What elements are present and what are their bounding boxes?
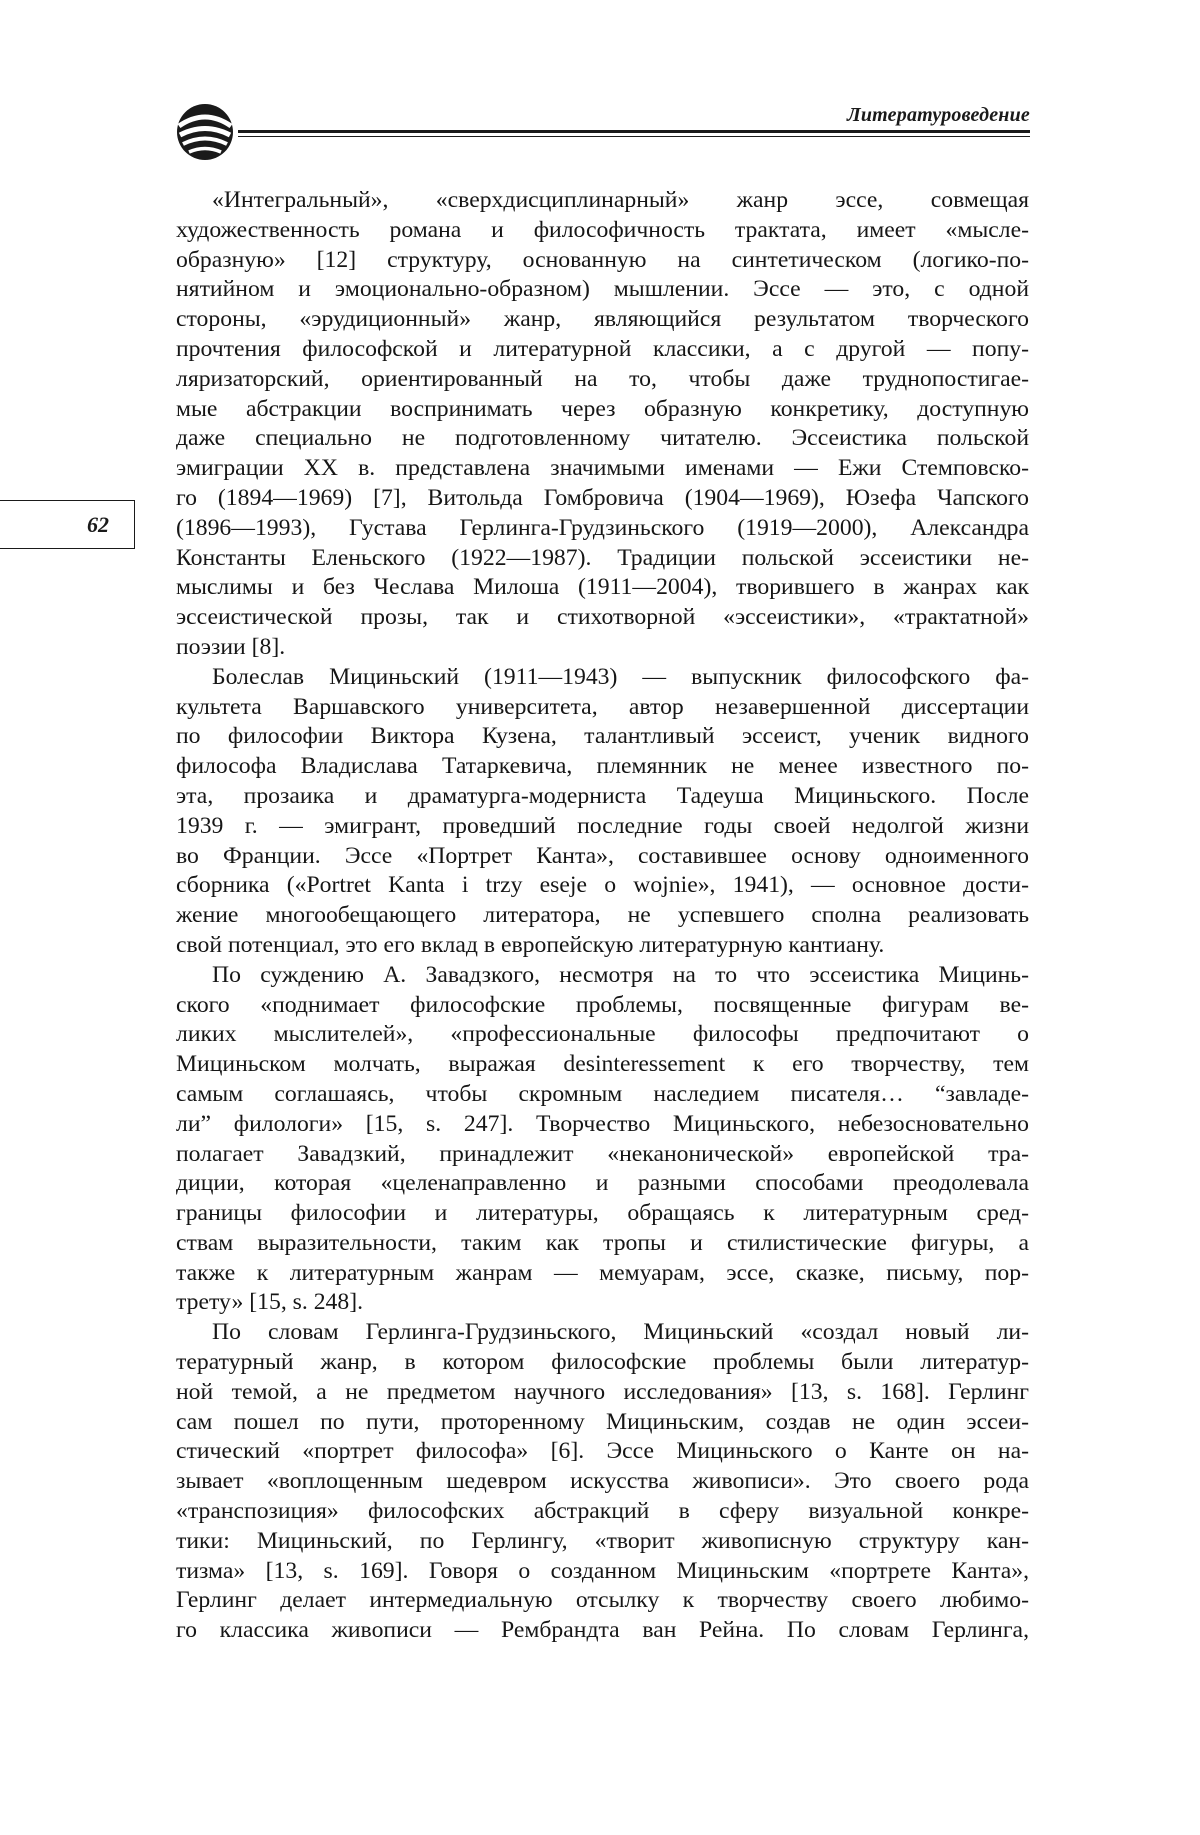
- text-line: эссеистической прозы, так и стихотворной «эссеистики», «трактатной»: [176, 604, 1029, 631]
- page-number: 62: [87, 512, 109, 537]
- text-line: полагает Завадзкий, принадлежит «неканонической» европейской тра-: [176, 1140, 1029, 1167]
- text-line: художественность романа и философичность трактата, имеет «мысле-: [176, 216, 1029, 243]
- text-line: прочтения философской и литературной классики, а с другой — попу-: [176, 335, 1029, 362]
- text-line: образную» [12] структуру, основанную на синтетическом (логико-по-: [176, 246, 1029, 273]
- text-line: жение многообещающего литератора, не успевшего сполна реализовать: [176, 902, 1029, 929]
- paragraph-2: [176, 663, 1029, 961]
- wave-emblem-icon: [175, 100, 235, 164]
- text-line: По суждению А. Завадзкого, несмотря на то что эссеистика Мицинь-: [212, 961, 1029, 988]
- text-line: Герлинг делает интермедиальную отсылку к творчеству своего любимо-: [176, 1587, 1029, 1614]
- text-line: ной темой, а не предметом научного исследования» [13, s. 168]. Герлинг: [176, 1378, 1029, 1405]
- section-title: Литературоведение: [846, 104, 1030, 126]
- text-line: стический «портрет философа» [6]. Эссе Мициньского о Канте он на-: [176, 1438, 1029, 1465]
- text-line: мыслимы и без Чеслава Милоша (1911—2004), творившего в жанрах как: [176, 574, 1029, 601]
- text-line: го классика живописи — Рембрандта ван Рейна. По словам Герлинга,: [176, 1617, 1029, 1644]
- text-line: также к литературным жанрам — мемуарам, эссе, сказке, письму, пор-: [176, 1259, 1029, 1286]
- text-line: эмиграции XX в. представлена значимыми именами — Ежи Стемповско-: [176, 455, 1029, 482]
- text-line: тизма» [13, s. 169]. Говоря о созданном Мициньским «портрете Канта»,: [176, 1557, 1029, 1584]
- paragraph-3: [176, 961, 1029, 1319]
- text-line: 1939 г. — эмигрант, проведший последние годы своей недолгой жизни: [176, 812, 1029, 839]
- page-number-tab: [0, 500, 135, 549]
- text-line: философа Владислава Татаркевича, племянник не менее известного по-: [176, 753, 1029, 780]
- text-line: самым соглашаясь, чтобы скромным наследием писателя… “завладе-: [176, 1080, 1029, 1107]
- text-line: стороны, «эрудиционный» жанр, являющийся результатом творческого: [176, 306, 1029, 333]
- text-line: даже специально не подготовленному читателю. Эссеистика польской: [176, 425, 1029, 452]
- text-line: по философии Виктора Кузена, талантливый эссеист, ученик видного: [176, 723, 1029, 750]
- article-body: [176, 186, 1029, 1646]
- text-line: тики: Мициньский, по Герлингу, «творит живописную структуру кан-: [176, 1527, 1029, 1554]
- text-line: мые абстракции воспринимать через образную конкретику, доступную: [176, 395, 1029, 422]
- text-line: ского «поднимает философские проблемы, посвященные фигурам ве-: [176, 991, 1029, 1018]
- text-line: во Франции. Эссе «Портрет Канта», составившее основу одноименного: [176, 842, 1029, 869]
- text-line: нятийном и эмоционально-образном) мышлении. Эссе — это, с одной: [176, 276, 1029, 303]
- text-line: По словам Герлинга-Грудзиньского, Мициньский «создал новый ли-: [212, 1319, 1029, 1346]
- text-line: Мициньском молчать, выражая desinteressement к его творчеству, тем: [176, 1051, 1029, 1078]
- text-line: диции, которая «целенаправленно и разными способами преодолевала: [176, 1170, 1029, 1197]
- paragraph-4: [176, 1318, 1029, 1646]
- text-line: Константы Еленьского (1922—1987). Традиции польской эссеистики не-: [176, 544, 1029, 571]
- text-line: ствам выразительности, таким как тропы и стилистические фигуры, а: [176, 1229, 1029, 1256]
- text-line: тературный жанр, в котором философские проблемы были литератур-: [176, 1349, 1029, 1376]
- header-rule-thin: [238, 136, 1030, 137]
- header-rule-thick: [238, 130, 1030, 133]
- text-line: эта, прозаика и драматурга-модерниста Тадеуша Мициньского. После: [176, 782, 1029, 809]
- text-line: Болеслав Мициньский (1911—1943) — выпускник философского фа-: [212, 663, 1029, 690]
- paragraph-1: [176, 186, 1029, 663]
- text-line: «Интегральный», «сверхдисциплинарный» жанр эссе, совмещая: [212, 187, 1029, 213]
- text-line: поэзии [8].: [176, 633, 286, 660]
- text-line: культета Варшавского университета, автор незавершенной диссертации: [176, 693, 1029, 720]
- text-line: сам пошел по пути, проторенному Мициньским, создав не один эссеи-: [176, 1408, 1029, 1435]
- text-line: «транспозиция» философских абстракций в сферу визуальной конкре-: [176, 1498, 1029, 1525]
- text-line: свой потенциал, это его вклад в европейскую литературную кантиану.: [176, 931, 885, 958]
- text-line: границы философии и литературы, обращаясь к литературным сред-: [176, 1200, 1029, 1227]
- text-line: (1896—1993), Густава Герлинга-Грудзиньского (1919—2000), Александра: [176, 514, 1029, 541]
- text-line: ляризаторский, ориентированный на то, чтобы даже труднопостигае-: [176, 365, 1029, 392]
- text-line: сборника («Portret Kanta i trzy eseje o wojnie», 1941), — основное дости-: [176, 872, 1029, 899]
- text-line: зывает «воплощенным шедевром искусства живописи». Это своего рода: [176, 1468, 1029, 1495]
- text-line: трету» [15, s. 248].: [176, 1289, 364, 1316]
- text-line: го (1894—1969) [7], Витольда Гомбровича (1904—1969), Юзефа Чапского: [176, 484, 1029, 511]
- text-line: ликих мыслителей», «профессиональные философы предпочитают о: [176, 1021, 1029, 1048]
- text-line: ли” филологи» [15, s. 247]. Творчество Мициньского, небезосновательно: [176, 1110, 1029, 1137]
